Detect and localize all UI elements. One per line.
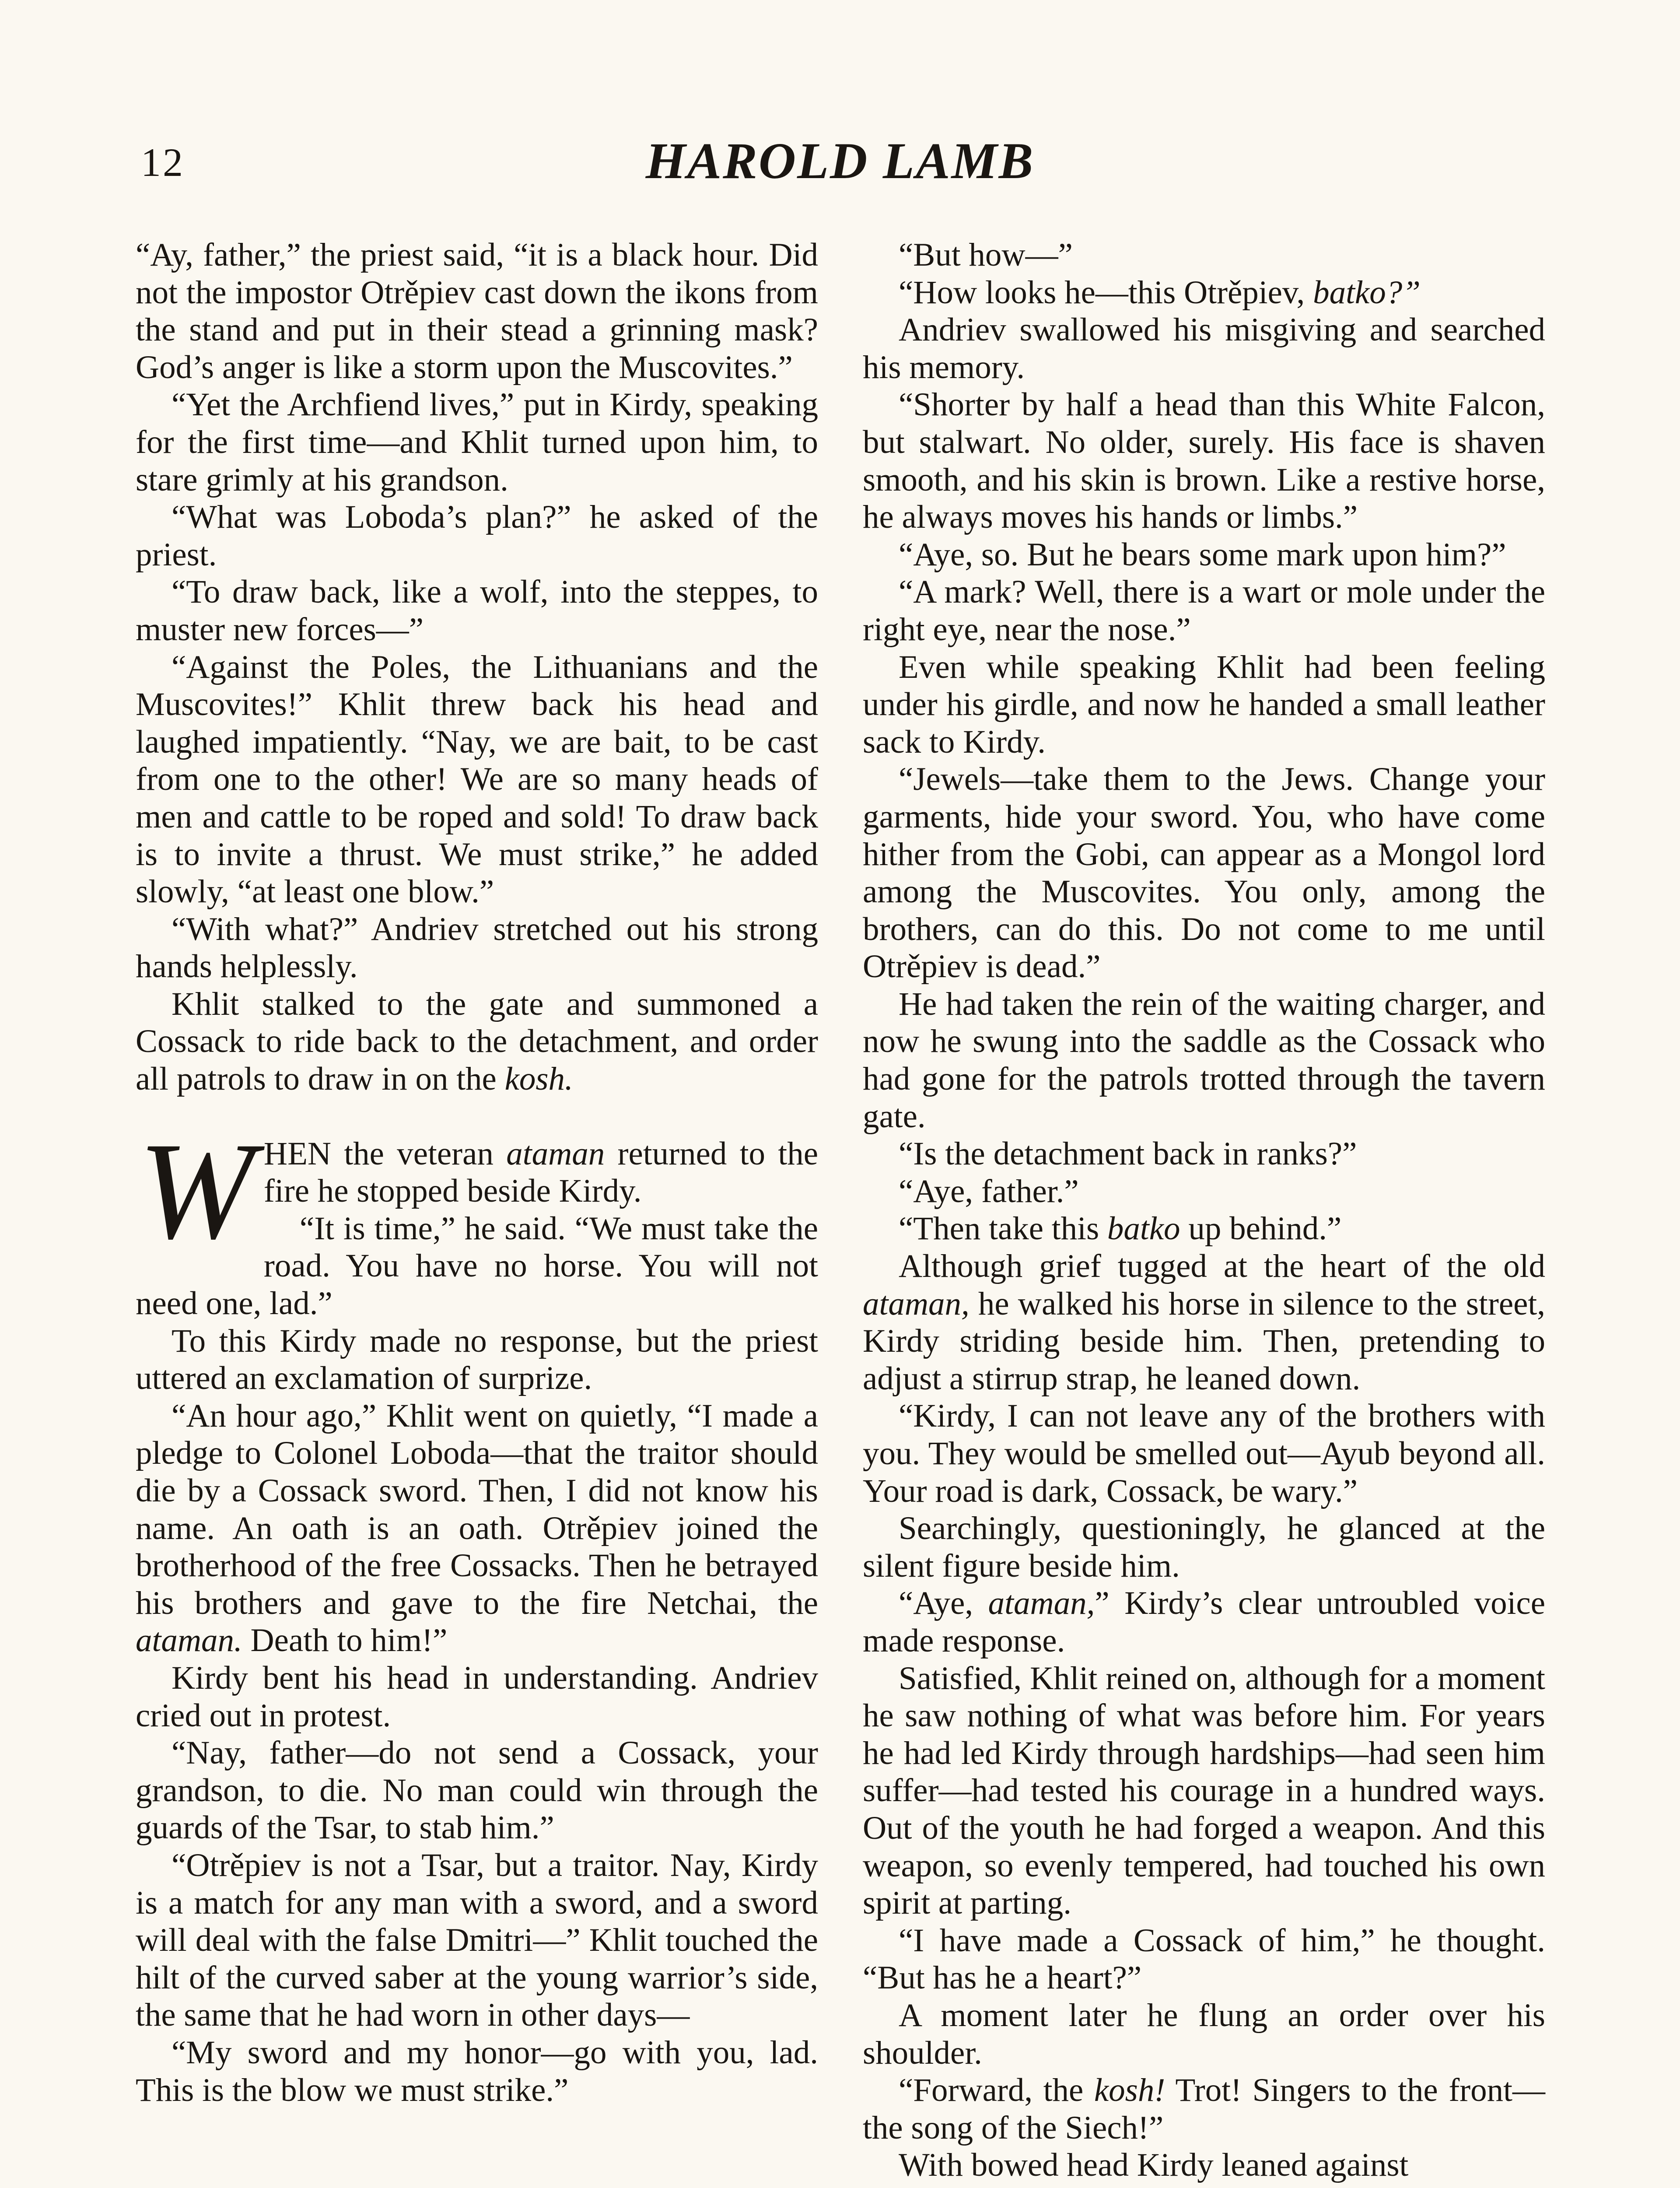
paragraph: “Against the Poles, the Lithuanians and the Muscovites!” Khlit threw back his head and laughed impatiently. “Nay, we are bait, to be cast from one to the other! We are so many heads of men and cattle to be roped and sold! To draw back is to invite a thrust. We must strike,” he added slowly, “at least one blow.” [136,649,818,910]
paragraph [136,985,818,1098]
paragraph: “But how—” [899,237,1073,273]
text-run: “How looks he—this Otrěpiev, [899,274,1313,311]
text-run: returned to the fire he stopped beside Kirdy. [263,1135,818,1210]
text-run: “Then take this [899,1210,1107,1247]
text-run: “Aye, [899,1585,988,1622]
left-column [136,236,818,2109]
paragraph: With bowed head Kirdy leaned against [899,2147,1409,2184]
drop-cap: W [138,1113,254,1268]
text-run: HEN the veteran [263,1135,507,1172]
paragraph: “Ay, father,” the priest said, “it is a black hour. Did not the impostor Otrěpiev cast down the ikons from the stand and put in their stead a grinning mask? God’s anger is like a storm upon the Muscovites.” [136,237,818,386]
text-run: Khlit stalked to the gate and summoned a Cossack to ride back to the detachment, and order all patrols to draw in on the [136,985,818,1098]
paragraph: “A mark? Well, there is a wart or mole under the right eye, near the nose.” [863,574,1545,648]
italic-term: kosh! [1094,2072,1166,2109]
paragraph: Andriev swallowed his misgiving and searched his memory. [863,312,1545,386]
paragraph: “Aye, so. But he bears some mark upon him?” [899,536,1506,573]
paragraph [136,1397,818,1659]
text-run: “Forward, the [899,2072,1094,2109]
italic-term: kosh. [504,1061,573,1098]
paragraph: “Is the detachment back in ranks?” [899,1136,1357,1172]
text-run: Trot! Singers to the front—the song of the Siech!” [863,2072,1545,2146]
italic-term: ataman, [988,1585,1095,1622]
paragraph: Satisfied, Khlit reined on, although for a moment he saw nothing of what was before him. For years he had led Kirdy through hardships—had seen him suffer—had tested his courage in a hundred ways. Out of the youth he had forged a weapon. And this weapon, so evenly tempered, had touched his own spirit at parting. [863,1660,1545,1922]
text-run: Death to him!” [242,1622,448,1659]
paragraph [863,1210,1545,1248]
text-run: ” Kirdy’s clear untroubled voice made response. [863,1585,1545,1659]
paragraph: A moment later he flung an order over his shoulder. [863,1997,1545,2071]
paragraph: “Nay, father—do not send a Cossack, your grandson, to die. No man could win through the guards of the Tsar, to stab him.” [136,1735,818,1846]
paragraph: “Otrěpiev is not a Tsar, but a traitor. Nay, Kirdy is a match for any man with a sword, and a sword will deal with the false Dmitri—” Khlit touched the hilt of the curved saber at the young warrior’s side, the same that he had worn in other days— [136,1847,818,2034]
running-head: HAROLD LAMB [645,132,1035,189]
paragraph: “Shorter by half a head than this White Falcon, but stalwart. No older, surely. His face is shaven smooth, and his skin is brown. Like a restive horse, he always moves his hands or limbs.” [863,386,1545,536]
italic-term: ataman [506,1135,605,1172]
paragraph: He had taken the rein of the waiting charger, and now he swung into the saddle as the Cossack who had gone for the patrols trotted through the tavern gate. [863,985,1545,1135]
paragraph: “With what?” Andriev stretched out his strong hands helplessly. [136,911,818,985]
paragraph: “What was Loboda’s plan?” he asked of the priest. [136,499,818,573]
paragraph: Kirdy bent his head in understanding. Andriev cried out in protest. [136,1659,818,1734]
paragraph [863,1248,1545,1397]
paragraph: “Yet the Archfiend lives,” put in Kirdy, speaking for the first time—and Khlit turned upon him, to stare grimly at his grandson. [136,386,818,498]
paragraph [863,1585,1545,1659]
text-run: up behind.” [1180,1210,1342,1247]
text-run: he walked his horse in silence to the street, Kirdy striding beside him. Then, pretending to adjust a stirrup strap, he leaned down. [863,1285,1545,1397]
paragraph: “My sword and my honor—go with you, lad. This is the blow we must strike.” [136,2034,818,2108]
right-column [863,236,1545,2184]
paragraph: “Kirdy, I can not leave any of the brothers with you. They would be smelled out—Ayub beyond all. Your road is dark, Cossack, be wary.” [863,1398,1545,1509]
paragraph: “Aye, father.” [899,1173,1079,1210]
paragraph: “It is time,” he said. “We must take the road. You have no horse. You will not need one, lad.” [136,1210,818,1322]
italic-term: batko?” [1313,274,1421,311]
paragraph: “Jewels—take them to the Jews. Change your garments, hide your sword. You, who have come hither from the Gobi, can appear as a Mongol lord among the Muscovites. You only, among the brothers, can do this. Do not come to me until Otrěpiev is dead.” [863,761,1545,985]
paragraph: To this Kirdy made no response, but the priest uttered an exclamation of surprize. [136,1322,818,1397]
paragraph: “I have made a Cossack of him,” he thought. “But has he a heart?” [863,1922,1545,1996]
page-number: 12 [141,140,185,185]
paragraph: Even while speaking Khlit had been feeling under his girdle, and now he handed a small leather sack to Kirdy. [863,649,1545,760]
paragraph [863,2072,1545,2146]
italic-term: batko [1107,1210,1180,1247]
paragraph: Searchingly, questioningly, he glanced at the silent figure beside him. [863,1510,1545,1584]
text-run: “An hour ago,” Khlit went on quietly, “I made a pledge to Colonel Loboda—that the traitor should die by a Cossack sword. Then, I did not know his name. An oath is an oath. Otrěpiev joined the brotherhood of the free Cossacks. Then he betrayed his brothers and gave to the fire Netchai, the [136,1397,818,1621]
paragraph: “To draw back, like a wolf, into the steppes, to muster new forces—” [136,574,818,648]
paragraph [863,274,1545,312]
italic-term: ataman, [863,1285,970,1322]
italic-term: ataman. [136,1622,242,1659]
text-run: Although grief tugged at the heart of the old [899,1248,1545,1285]
